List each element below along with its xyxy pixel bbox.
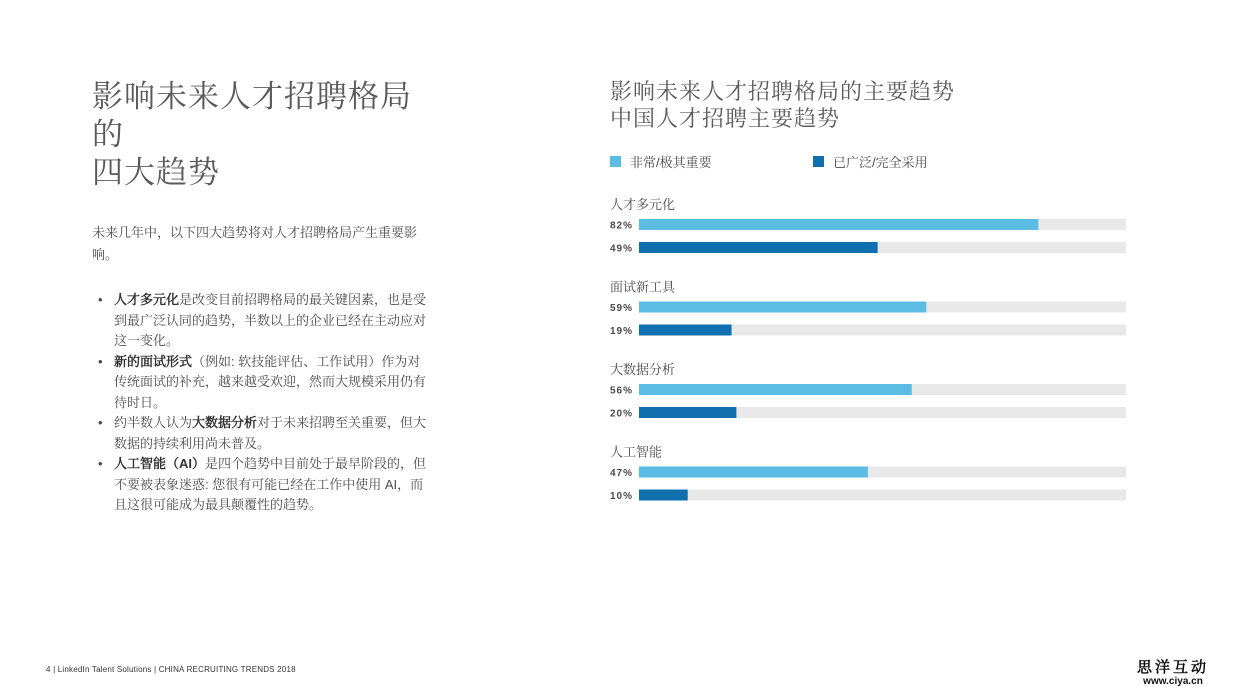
trend-item: • 人才多元化是改变目前招聘格局的最关键因素，也是受到最广泛认同的趋势，半数以上的企业已经在主动应对这一变化。	[98, 292, 427, 348]
data-label: 59%	[610, 303, 634, 314]
trend-list	[92, 290, 432, 516]
data-label: 47%	[610, 468, 634, 479]
bar	[639, 325, 732, 336]
watermark-url: www.ciya.cn	[1143, 676, 1203, 687]
legend-label-important: 非常/极其重要	[630, 155, 712, 170]
data-label: 20%	[610, 408, 634, 420]
bar	[639, 242, 878, 253]
left-column	[92, 78, 432, 516]
data-label: 56%	[610, 385, 634, 397]
chart-panel	[610, 78, 1130, 502]
data-label: 49%	[610, 243, 634, 255]
trend-keyword: 人工智能（AI）	[114, 456, 206, 471]
bar	[639, 467, 868, 478]
data-label: 10%	[610, 491, 634, 502]
trend-item: • 约半数人认为大数据分析对于未来招聘至关重要，但大数据的持续利用尚未普及。	[98, 415, 427, 451]
trend-keyword: 大数据分析	[192, 415, 258, 430]
page-title-line1: 影响未来人才招聘格局的	[92, 79, 412, 152]
page-title	[92, 78, 432, 192]
bar	[639, 219, 1038, 230]
category-label: 大数据分析	[610, 362, 676, 377]
data-label: 19%	[610, 326, 634, 337]
intro-text: 未来几年中，以下四大趋势将对人才招聘格局产生重要影响。	[92, 225, 418, 262]
category-label: 面试新工具	[610, 279, 676, 295]
trend-item: • 新的面试形式（例如: 软技能评估、工作试用）作为对传统面试的补充，越来越受欢迎，然而大规模采用仍有待时日。	[98, 353, 427, 410]
legend-label-adopted: 已广泛/完全采用	[833, 155, 928, 170]
bar	[639, 384, 912, 395]
trend-keyword: 人才多元化	[114, 292, 180, 307]
bar	[639, 490, 688, 501]
trend-keyword: 新的面试形式	[114, 353, 193, 369]
bar-track	[639, 490, 1126, 501]
watermark-logo	[1130, 660, 1216, 688]
watermark-name: 思洋互动	[1136, 659, 1209, 676]
page-title-line2: 四大趋势	[92, 155, 220, 190]
category-label: 人工智能	[610, 444, 663, 460]
chart-title-line2: 中国人才招聘主要趋势	[610, 106, 841, 131]
bar	[639, 302, 926, 313]
page-footer: 4 | LinkedIn Talent Solutions | CHINA RECRUITING TRENDS 2018	[46, 665, 296, 674]
trend-item: • 人工智能（AI）是四个趋势中目前处于最早阶段的，但不要被表象迷惑: 您很有可能已经在工作中使用 AI，而且这很可能成为最具颠覆性的趋势。	[98, 456, 427, 512]
category-label: 人才多元化	[610, 197, 676, 212]
chart-title-line1: 影响未来人才招聘格局的主要趋势	[610, 79, 956, 104]
bar	[639, 407, 736, 418]
bar-chart	[610, 78, 1140, 518]
data-label: 82%	[610, 220, 634, 232]
